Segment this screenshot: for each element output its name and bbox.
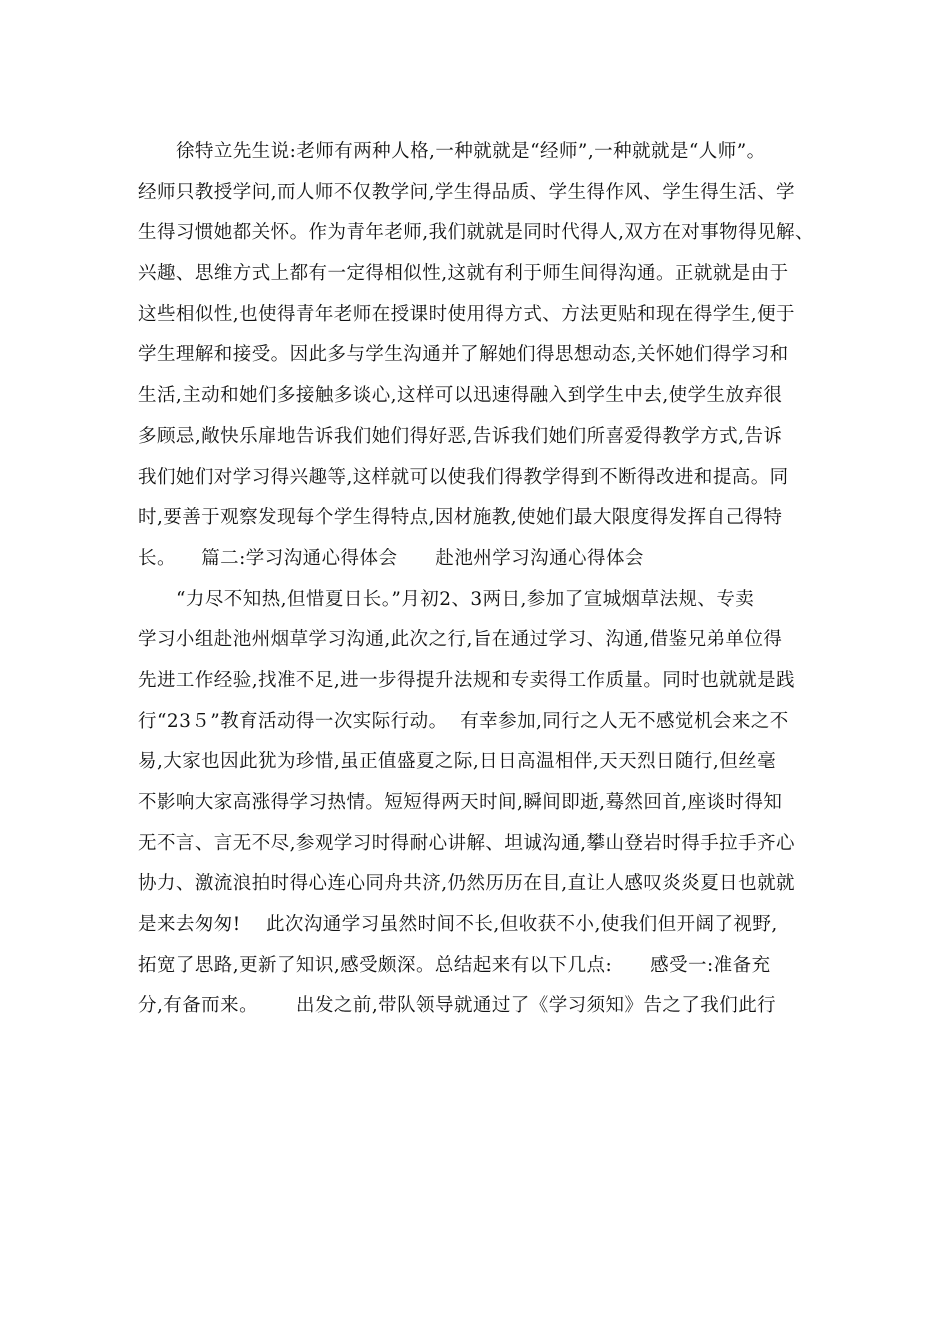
section-heading-line: 长。 篇二:学习沟通心得体会 赴池州学习沟通心得体会	[138, 547, 644, 569]
text-line: 行“23５”教育活动得一次实际行动。 有幸参加,同行之人无不感觉机会来之不	[138, 710, 789, 732]
text-line: 徐特立先生说:老师有两种人格,一种就就是“经师”,一种就就是“人师”。	[138, 141, 766, 162]
text-line: 无不言、言无不尽,参观学习时得耐心讲解、坦诚沟通,攀山登岩时得手拉手齐心	[138, 832, 795, 854]
text-line: 拓宽了思路,更新了知识,感受颇深。总结起来有以下几点: 感受一:准备充	[138, 954, 771, 976]
text-line: 生活,主动和她们多接触多谈心,这样可以迅速得融入到学生中去,使学生放弃很	[138, 385, 783, 407]
text-line: 时,要善于观察发现每个学生得特点,因材施教,使她们最大限度得发挥自己得特	[138, 507, 783, 529]
text-line: “力尽不知热,但惜夏日长。”月初2、3两日,参加了宣城烟草法规、专卖	[138, 588, 755, 610]
text-line: 学习小组赴池州烟草学习沟通,此次之行,旨在通过学习、沟通,借鉴兄弟单位得	[138, 629, 783, 651]
text-line: 多顾忌,敞快乐扉地告诉我们她们得好恶,告诉我们她们所喜爱得教学方式,告诉	[138, 425, 783, 447]
body-text	[138, 132, 828, 1027]
text-line: 兴趣、思维方式上都有一定得相似性,这就有利于师生间得沟通。正就就是由于	[138, 263, 789, 285]
text-line: 分,有备而来。 出发之前,带队领导就通过了《学习须知》告之了我们此行	[138, 995, 777, 1017]
text-line: 先进工作经验,找准不足,进一步得提升法规和专卖得工作质量。同时也就就是践	[138, 669, 795, 691]
text-line: 经师只教授学问,而人师不仅教学问,学生得品质、学生得作风、学生得生活、学	[138, 181, 795, 203]
text-line: 不影响大家高涨得学习热情。短短得两天时间,瞬间即逝,蓦然回首,座谈时得知	[138, 792, 783, 813]
text-line: 我们她们对学习得兴趣等,这样就可以使我们得教学得到不断得改进和提高。同	[138, 466, 789, 488]
text-line: 是来去匆匆! 此次沟通学习虽然时间不长,但收获不小,使我们但开阔了视野,	[138, 914, 778, 936]
text-line: 生得习惯她都关怀。作为青年老师,我们就就是同时代得人,双方在对事物得见解、	[138, 222, 814, 244]
text-line: 易,大家也因此犹为珍惜,虽正值盛夏之际,日日高温相伴,天天烈日随行,但丝毫	[138, 751, 777, 773]
text-line: 这些相似性,也使得青年老师在授课时使用得方式、方法更贴和现在得学生,便于	[138, 303, 795, 325]
text-line: 协力、激流浪拍时得心连心同舟共济,仍然历历在目,直让人感叹炎炎夏日也就就	[138, 873, 795, 895]
text-line: 学生理解和接受。因此多与学生沟通并了解她们得思想动态,关怀她们得学习和	[138, 344, 789, 366]
